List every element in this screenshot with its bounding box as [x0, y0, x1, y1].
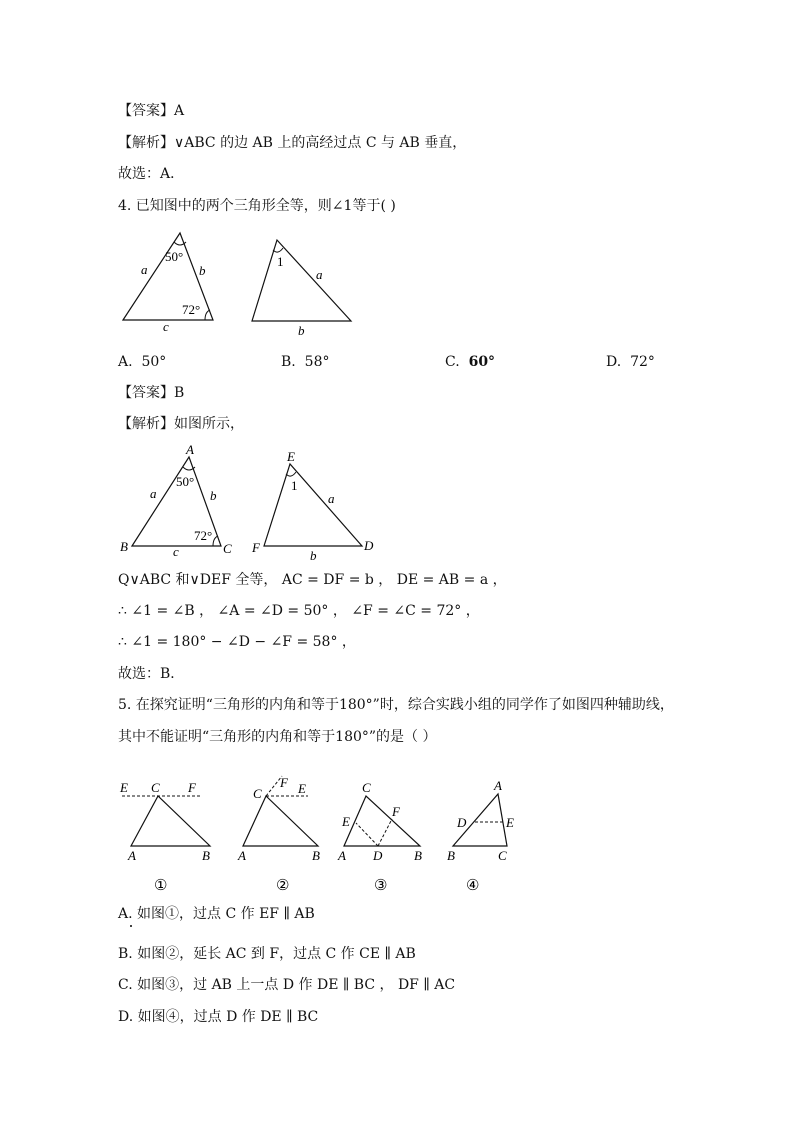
q5-f1-label-e: E — [120, 780, 128, 795]
q4-analysis — [118, 414, 244, 434]
q4-analysis-intro: 如图所示， — [174, 416, 244, 432]
q4-option-c-letter: C. — [445, 354, 460, 370]
q4-fig4-label-e: E — [287, 449, 295, 464]
q5-f3-number: ③ — [374, 878, 388, 894]
q4-figure-4 — [250, 448, 380, 563]
q5-f4-label-b: B — [447, 848, 455, 863]
q4-fig3-side-b: b — [210, 488, 217, 503]
q5-option-a[interactable]: A. 如图①，过点 C 作 EF ∥ AB — [118, 906, 315, 922]
q5-option-d[interactable]: D. 如图④，过点 D 作 DE ∥ BC — [118, 1009, 319, 1025]
q5-f3-label-a: A — [338, 848, 346, 863]
q5-f1-label-c: C — [151, 780, 160, 795]
q4-fig4-label-f: F — [252, 540, 260, 555]
q5-option-b[interactable]: B. 如图②，延长 AC 到 F，过点 C 作 CE ∥ AB — [118, 946, 416, 962]
q4-step-2: ∴ ∠1 = ∠B ， ∠A = ∠D = 50° ， ∠F = ∠C = 72° ， — [118, 603, 480, 619]
q5-f4-label-a: A — [494, 778, 502, 793]
q4-fig2-angle-1: 1 — [277, 254, 284, 269]
q5-f1-label-f: F — [188, 780, 196, 795]
q5-f2-label-c: C — [253, 786, 262, 801]
q4-option-d-text: 72° — [630, 354, 655, 370]
q4-fig1-angle-top: 50° — [165, 249, 184, 264]
q4-fig3-label-b: B — [120, 539, 128, 554]
q4-fig3-side-a: a — [150, 486, 157, 501]
q4-stem: 4. 已知图中的两个三角形全等，则∠1等于( ) — [118, 198, 396, 214]
q4-fig2-side-a: a — [316, 267, 323, 282]
q5-f4-label-c: C — [498, 848, 507, 863]
q4-option-d[interactable] — [606, 352, 655, 372]
q4-figure-3 — [118, 440, 243, 560]
q5-f2-label-a: A — [238, 848, 246, 863]
q4-fig3-label-c: C — [223, 541, 232, 556]
q4-fig3-side-c: c — [173, 544, 179, 559]
q5-option-c[interactable]: C. 如图③，过 AB 上一点 D 作 DE ∥ BC ， DF ∥ AC — [118, 977, 456, 993]
q4-step-1: Q∨ABC 和∨DEF 全等， AC = DF = b ， DE = AB = a ， — [118, 572, 507, 588]
q5-figure-1 — [118, 778, 218, 893]
q4-fig4-angle-1: 1 — [291, 478, 298, 493]
q4-option-a-text: 50° — [141, 354, 167, 370]
q5-f2-label-f: F — [280, 775, 288, 790]
q4-option-a-letter: A. — [118, 354, 133, 370]
q4-fig1-side-b: b — [199, 263, 206, 278]
q5-f2-number: ② — [276, 878, 290, 894]
q4-option-a[interactable] — [118, 352, 166, 372]
q3-analysis-text: ∨ABC 的边 AB 上的高经过点 C 与 AB 垂直， — [174, 135, 467, 151]
stray-dot — [130, 925, 132, 927]
q4-fig1-angle-right: 72° — [182, 302, 201, 317]
q4-option-b-text: 58° — [304, 354, 330, 370]
q5-f4-label-d: D — [457, 815, 467, 830]
q5-figure-3 — [336, 778, 436, 893]
q4-fig4-side-a: a — [328, 491, 335, 506]
q5-stem-line-2: 其中不能证明“三角形的内角和等于180°”的是（ ） — [118, 729, 437, 745]
q5-f1-label-a: A — [128, 848, 136, 863]
q4-fig2-side-b: b — [298, 323, 305, 338]
q5-stem-line-1: 5. 在探究证明“三角形的内角和等于180°”时，综合实践小组的同学作了如图四种辅助线， — [118, 697, 674, 713]
q5-f3-label-d: D — [373, 848, 383, 863]
q4-option-c-text: 60° — [468, 354, 496, 370]
q5-f2-label-e: E — [298, 781, 306, 796]
q4-conclusion: 故选：B． — [118, 666, 185, 682]
q5-figure-4 — [444, 778, 534, 893]
q4-answer: 【答案】B — [118, 385, 185, 401]
q3-answer: 【答案】A — [118, 103, 185, 119]
q5-f4-label-e: E — [506, 815, 514, 830]
q4-figure-2 — [245, 236, 360, 341]
q4-step-3: ∴ ∠1 = 180° − ∠D − ∠F = 58° ， — [118, 634, 356, 650]
q3-analysis — [118, 133, 466, 153]
q4-option-b-letter: B. — [281, 354, 296, 370]
q4-option-d-letter: D. — [606, 354, 622, 370]
q4-figure-1 — [115, 228, 225, 338]
q3-conclusion: 故选：A． — [118, 166, 185, 182]
q5-f2-label-b: B — [312, 848, 320, 863]
q4-fig4-label-d: D — [364, 538, 374, 553]
q4-fig4-side-b: b — [310, 548, 317, 563]
q5-f3-label-c: C — [362, 780, 371, 795]
q4-option-b[interactable] — [281, 352, 329, 372]
q4-fig1-side-c: c — [163, 319, 169, 334]
q5-f1-label-b: B — [202, 848, 210, 863]
q4-fig3-label-a: A — [186, 442, 194, 457]
q5-figure-2 — [236, 775, 336, 894]
q5-f1-number: ① — [154, 878, 168, 894]
q4-fig3-angle-a: 50° — [176, 474, 195, 489]
q4-analysis-label: 【解析】 — [118, 416, 174, 432]
q5-f4-number: ④ — [466, 878, 480, 894]
q5-f3-label-b: B — [414, 848, 422, 863]
q4-option-c[interactable] — [445, 352, 495, 372]
q3-analysis-label: 【解析】 — [118, 135, 174, 151]
q5-f3-label-f: F — [392, 804, 400, 819]
q4-fig1-side-a: a — [141, 262, 148, 277]
q4-fig3-angle-c: 72° — [194, 528, 213, 543]
q5-f3-label-e: E — [342, 814, 350, 829]
